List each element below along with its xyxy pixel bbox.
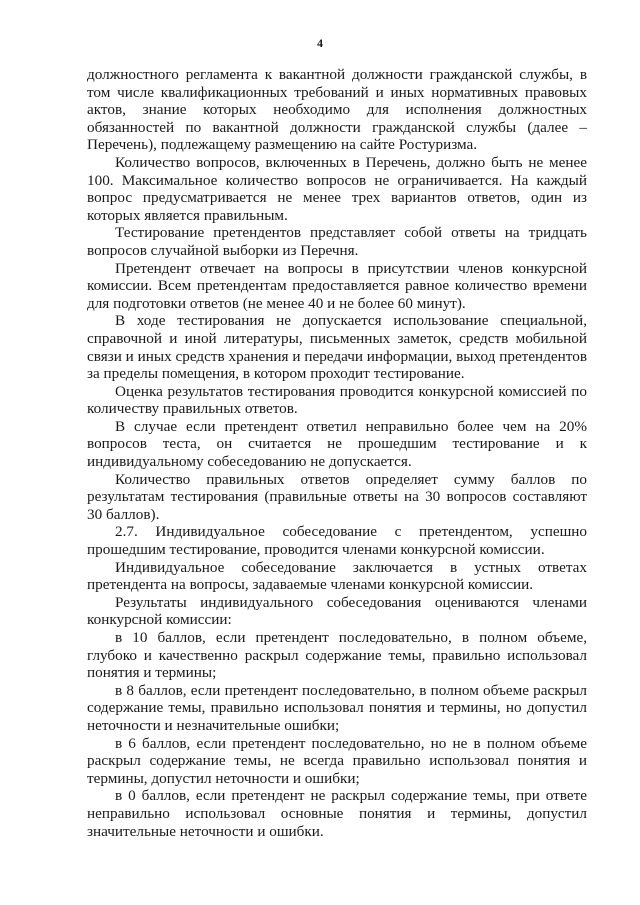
paragraph-score-10: в 10 баллов, если претендент последовательно, в полном объеме, глубоко и качественно раскрыл содержание темы, правильно использовал понятия и термины; (87, 629, 587, 682)
paragraph-continuation: должностного регламента к вакантной должности гражданской службы, в том числе квалификационных требований и иных нормативных правовых актов, знание которых необходимо для исполнения должностных обязанностей по вакантной должности гражданской службы (далее – Перечень), подлежащему размещению на сайте Ростуризма. (87, 66, 587, 154)
paragraph-testing-restrictions: В ходе тестирования не допускается использование специальной, справочной и иной литературы, письменных заметок, средств мобильной связи и иных средств хранения и передачи информации, выход претендентов за пределы помещения, в котором проходит тестирование. (87, 312, 587, 383)
paragraph-interview-results: Результаты индивидуального собеседования оцениваются членами конкурсной комиссии: (87, 593, 587, 629)
paragraph-section-2-7: 2.7. Индивидуальное собеседование с претендентом, успешно прошедшим тестирование, проводится членами конкурсной комиссии. (87, 523, 587, 559)
paragraph-interview-definition: Индивидуальное собеседование заключается в устных ответах претендента на вопросы, задаваемые членами конкурсной комиссии. (87, 558, 587, 594)
paragraph-testing-evaluation: Оценка результатов тестирования проводится конкурсной комиссией по количеству правильных ответов. (87, 382, 587, 418)
paragraph-testing-definition: Тестирование претендентов представляет собой ответы на тридцать вопросов случайной выборки из Перечня. (87, 224, 587, 259)
page-number: 4 (317, 36, 323, 50)
paragraph-question-count: Количество вопросов, включенных в Перечень, должно быть не менее 100. Максимальное количество вопросов не ограничивается. На каждый вопрос предусматривается не менее трех вариантов ответов, один из которых является правильным. (87, 153, 587, 224)
paragraph-testing-failure: В случае если претендент ответил неправильно более чем на 20% вопросов теста, он считается не прошедшим тестирование и к индивидуальному собеседованию не допускается. (87, 417, 587, 471)
paragraph-testing-time: Претендент отвечает на вопросы в присутствии членов конкурсной комиссии. Всем претендентам предоставляется равное количество времени для подготовки ответов (не менее 40 и не более 60 минут). (87, 259, 587, 312)
document-body (87, 66, 587, 840)
paragraph-score-8: в 8 баллов, если претендент последовательно, в полном объеме раскрыл содержание темы, правильно использовал понятия и термины, но допустил неточности и незначительные ошибки; (87, 681, 587, 734)
paragraph-score-6: в 6 баллов, если претендент последовательно, но не в полном объеме раскрыл содержание темы, не всегда правильно использовал понятия и термины, допустил неточности и ошибки; (87, 734, 587, 787)
paragraph-score-0: в 0 баллов, если претендент не раскрыл содержание темы, при ответе неправильно использовал основные понятия и термины, допустил значительные неточности и ошибки. (87, 787, 587, 840)
paragraph-testing-score: Количество правильных ответов определяет сумму баллов по результатам тестирования (правильные ответы на 30 вопросов составляют 30 баллов). (87, 470, 587, 523)
